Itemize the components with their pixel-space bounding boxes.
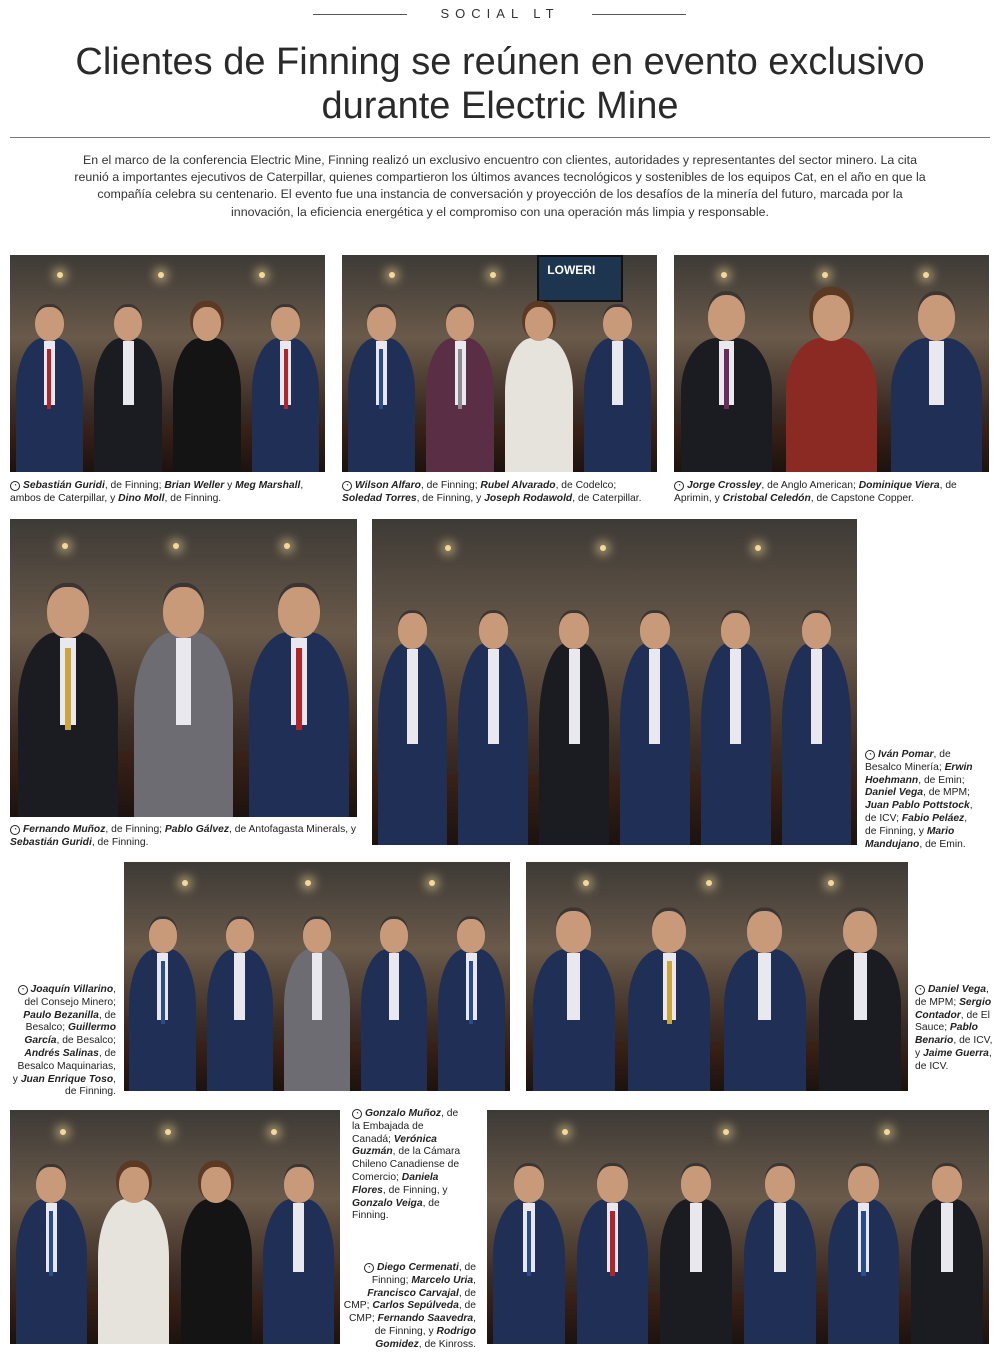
lamp-light: [182, 880, 188, 886]
caption-name: Mario Mandujano: [865, 825, 955, 850]
photo-9: [487, 1110, 989, 1344]
person-tie: [379, 349, 383, 409]
person-figure: [458, 565, 528, 845]
caption-name: Paulo Bezanilla: [23, 1009, 99, 1021]
caption-text: , de CMP;: [348, 1300, 476, 1325]
person-head: [398, 613, 427, 649]
lamp-light: [923, 272, 929, 278]
camera-icon: ◔: [352, 1109, 362, 1119]
person-shirt: [407, 649, 418, 744]
caption-name: Fernando Muñoz: [23, 824, 106, 835]
person-shirt: [488, 649, 499, 744]
caption-name: Jaime Guerra: [923, 1047, 989, 1059]
caption-text: , de Finning, y: [865, 812, 968, 837]
person-head: [747, 911, 781, 953]
caption-text: ,: [473, 1274, 476, 1286]
caption-name: Andrés Salinas: [24, 1047, 99, 1059]
headline-line-2: durante Electric Mine: [321, 85, 679, 127]
caption-name: Gonzalo Veiga: [352, 1197, 423, 1209]
person-tie: [527, 1211, 531, 1275]
camera-icon: ◔: [915, 985, 925, 995]
lamp-light: [490, 272, 496, 278]
caption-name: Erwin Hoehmann: [865, 761, 973, 786]
lamp-light: [305, 880, 311, 886]
caption-photo-9: [340, 1262, 476, 1352]
person-figure: [724, 894, 806, 1091]
caption-name: Soledad Torres: [342, 492, 417, 504]
person-head: [559, 613, 588, 649]
person-figure: [828, 1143, 900, 1344]
lamp-light: [389, 272, 395, 278]
person-head: [479, 613, 508, 649]
person-shirt: [567, 953, 580, 1020]
caption-name: Jorge Crossley: [687, 480, 762, 491]
caption-name: Juan Pablo Pottstock: [865, 800, 970, 812]
lamp-light: [562, 1129, 568, 1135]
headline-divider: [10, 137, 990, 138]
person-head: [721, 613, 750, 649]
person-head: [278, 587, 320, 638]
person-figure: [891, 285, 981, 472]
caption-text: , de Finning, y: [416, 492, 485, 504]
person-head: [843, 911, 877, 953]
person-figure: [284, 894, 350, 1091]
caption-name: Rubel Alvarado: [480, 480, 556, 491]
lamp-light: [723, 1129, 729, 1135]
person-tie: [610, 1211, 614, 1275]
person-head: [556, 911, 590, 953]
photo-5: [372, 519, 857, 845]
person-head: [514, 1166, 544, 1203]
person-figure: [786, 285, 876, 472]
caption-photo-6: [10, 984, 116, 1099]
caption-text: , de Besalco Maquinarias, y: [12, 1047, 116, 1085]
person-tie: [65, 648, 71, 730]
caption-name: Guillermo García: [24, 1022, 116, 1047]
lamp-light: [755, 545, 761, 551]
person-shirt: [176, 638, 192, 725]
person-head: [708, 295, 746, 341]
photo-4: [10, 519, 357, 817]
photo-6: [124, 862, 510, 1091]
caption-text: , de Finning.: [352, 1197, 440, 1222]
person-head: [163, 587, 205, 638]
photo-3: [674, 255, 989, 472]
headline-line-1: Clientes de Finning se reúnen en evento exclusivo: [75, 41, 925, 83]
lamp-light: [600, 545, 606, 551]
caption-name: Dominique Viera: [858, 480, 940, 491]
person-figure: [911, 1143, 983, 1344]
caption-text: , de CMP;: [343, 1287, 476, 1312]
lamp-light: [158, 272, 164, 278]
caption-text: , de Finning;: [104, 480, 165, 491]
camera-icon: ◔: [865, 750, 875, 760]
caption-text: , de Besalco Minería;: [865, 749, 951, 773]
lamp-light: [583, 880, 589, 886]
person-suit: [98, 1199, 169, 1344]
person-figure: [539, 565, 609, 845]
person-figure: [263, 1143, 334, 1344]
person-figure: [173, 285, 241, 472]
person-figure: [744, 1143, 816, 1344]
person-head: [284, 1167, 314, 1203]
caption-name: Meg Marshall: [235, 480, 301, 491]
headline: [10, 40, 990, 128]
caption-text: , de Finning;: [105, 824, 165, 835]
person-figure: [426, 285, 494, 472]
person-figure: [129, 894, 195, 1091]
caption-name: Wilson Alfaro: [355, 480, 421, 491]
person-head: [201, 1167, 231, 1203]
lamp-light: [57, 272, 63, 278]
person-tie: [724, 349, 729, 409]
camera-icon: ◔: [18, 985, 28, 995]
person-shirt: [312, 953, 323, 1020]
caption-text: , de ICV.: [915, 1047, 992, 1072]
person-head: [36, 1167, 66, 1203]
person-head: [303, 919, 331, 953]
lamp-light: [173, 543, 179, 549]
caption-text: , de Besalco;: [25, 1009, 116, 1034]
caption-text: , de MPM;: [923, 787, 970, 799]
person-tie: [667, 961, 672, 1024]
person-figure: [348, 285, 416, 472]
event-screen-text: LOWERI: [547, 263, 596, 277]
person-head: [271, 307, 299, 342]
caption-text: , de ICV, y: [915, 1035, 993, 1059]
person-head: [457, 919, 485, 953]
photo-7: [526, 862, 908, 1091]
person-figure: [628, 894, 710, 1091]
lamp-light: [721, 272, 727, 278]
person-figure: [378, 565, 448, 845]
person-shirt: [293, 1203, 304, 1271]
lamp-light: [445, 545, 451, 551]
person-head: [813, 295, 851, 341]
caption-text: , de Finning;: [420, 480, 481, 491]
person-shirt: [941, 1203, 953, 1271]
caption-text: , de Caterpillar.: [572, 492, 642, 504]
person-shirt: [234, 953, 245, 1020]
caption-name: Sebastián Guridi: [10, 836, 92, 848]
caption-name: Fabio Peláez: [901, 812, 965, 824]
caption-text: , de Finning.: [164, 492, 222, 504]
lead-paragraph: En el marco de la conferencia Electric Mine, Finning realizó un exclusivo encuentro con clientes, autoridades y representantes del sector minero. La cita reunió a importantes ejecutivos de Caterpillar, quienes compartieron los últimos avances tecnológicos y sostenibles de los equipos Cat, en el año en que la compañía celebra su centenario. El evento fue una instancia de conversación y proyección de los desafíos de la minería del futuro, marcada por la innovación, la eficiencia energética y el compromiso con una operación más limpia y responsable.: [74, 153, 926, 219]
person-head: [932, 1166, 962, 1203]
caption-text: , de ICV;: [865, 800, 973, 824]
lamp-light: [706, 880, 712, 886]
person-shirt: [569, 649, 580, 744]
caption-text: , de MPM;: [915, 984, 989, 1008]
lamp-light: [60, 1129, 66, 1135]
person-suit: [173, 338, 241, 472]
camera-icon: ◔: [364, 1263, 374, 1273]
lamp-light: [165, 1129, 171, 1135]
lamp-light: [828, 880, 834, 886]
person-shirt: [758, 953, 771, 1020]
person-suit: [786, 338, 876, 472]
caption-photo-3: [674, 480, 989, 506]
person-figure: [16, 285, 84, 472]
caption-name: Iván Pomar: [878, 749, 934, 760]
person-tie: [861, 1211, 865, 1275]
caption-text: , de El Sauce;: [915, 1009, 990, 1034]
person-head: [597, 1166, 627, 1203]
caption-name: Joaquín Villarino: [30, 984, 114, 995]
caption-name: Joseph Rodawold: [484, 492, 573, 504]
person-head: [226, 919, 254, 953]
person-head: [193, 307, 221, 342]
lamp-light: [822, 272, 828, 278]
caption-name: Dino Moll: [118, 492, 165, 504]
person-shirt: [690, 1203, 702, 1271]
person-figure: [438, 894, 504, 1091]
caption-name: Sebastián Guridi: [23, 480, 105, 491]
person-shirt: [774, 1203, 786, 1271]
caption-name: Daniela Flores: [352, 1171, 439, 1196]
person-figure: [252, 285, 320, 472]
caption-name: Carlos Sepúlveda: [372, 1300, 459, 1312]
person-tie: [458, 349, 462, 409]
person-figure: [819, 894, 901, 1091]
lamp-light: [62, 543, 68, 549]
caption-text: , de Finning.: [65, 1073, 116, 1098]
person-figure: [181, 1143, 252, 1344]
lamp-light: [429, 880, 435, 886]
person-figure: [577, 1143, 649, 1344]
person-head: [652, 911, 686, 953]
person-suit: [505, 338, 573, 472]
person-shirt: [612, 341, 623, 404]
caption-text: , de Aprimin, y: [674, 480, 957, 504]
caption-name: Sergio Contador: [915, 996, 992, 1021]
person-shirt: [730, 649, 741, 744]
person-figure: [620, 565, 690, 845]
person-shirt: [389, 953, 400, 1020]
photo-2: [342, 255, 657, 472]
person-shirt: [929, 341, 943, 404]
section-label: SOCIAL LT: [440, 6, 560, 21]
person-figure: [533, 894, 615, 1091]
person-head: [149, 919, 177, 953]
person-figure: [98, 1143, 169, 1344]
person-figure: [16, 1143, 87, 1344]
person-head: [525, 307, 553, 342]
caption-name: Gonzalo Muñoz: [365, 1108, 442, 1119]
caption-text: , de Finning;: [371, 1262, 476, 1286]
person-head: [640, 613, 669, 649]
lamp-light: [284, 543, 290, 549]
person-head: [35, 307, 63, 342]
caption-text: , de Codelco;: [555, 480, 617, 491]
caption-text: , de Finning.: [91, 836, 149, 848]
person-tie: [296, 648, 302, 730]
caption-name: Verónica Guzmán: [352, 1133, 437, 1158]
caption-name: Juan Enrique Toso: [20, 1073, 114, 1085]
person-head: [603, 307, 631, 342]
person-head: [918, 295, 956, 341]
lamp-light: [271, 1129, 277, 1135]
lamp-light: [884, 1129, 890, 1135]
caption-text: , de Finning, y: [382, 1184, 448, 1196]
person-figure: [681, 285, 771, 472]
person-figure: [207, 894, 273, 1091]
caption-name: Marcelo Uria: [411, 1274, 474, 1286]
caption-photo-4: [10, 824, 357, 850]
caption-name: Fernando Saavedra: [377, 1313, 474, 1325]
person-figure: [505, 285, 573, 472]
person-figure: [782, 565, 852, 845]
person-figure: [18, 561, 117, 817]
caption-photo-1: [10, 480, 325, 506]
camera-icon: ◔: [10, 825, 20, 835]
person-figure: [660, 1143, 732, 1344]
caption-name: Cristobal Celedón: [722, 492, 811, 504]
person-head: [380, 919, 408, 953]
caption-name: Pablo Benario: [915, 1022, 978, 1047]
person-head: [446, 307, 474, 342]
caption-photo-2: [342, 480, 657, 506]
person-shirt: [649, 649, 660, 744]
caption-name: Francisco Carvajal: [367, 1287, 459, 1299]
photo-8: [10, 1110, 340, 1344]
person-figure: [134, 561, 233, 817]
caption-text: , de Capstone Copper.: [810, 492, 914, 504]
person-tie: [469, 961, 473, 1024]
person-figure: [701, 565, 771, 845]
caption-photo-8: [352, 1108, 462, 1223]
caption-text: , de Anglo American;: [761, 480, 859, 491]
caption-text: , de Emin.: [919, 838, 966, 850]
caption-text: y: [224, 480, 236, 491]
person-head: [802, 613, 831, 649]
caption-name: Daniel Vega: [928, 984, 986, 995]
caption-name: Rodrigo Gomidez: [375, 1325, 476, 1350]
person-tie: [284, 349, 288, 409]
person-tie: [161, 961, 165, 1024]
person-figure: [94, 285, 162, 472]
caption-text: , de la Cámara Chileno Canadiense de Comercio;: [352, 1146, 461, 1183]
caption-text: , de Finning, y: [374, 1313, 476, 1337]
caption-text: , de Antofagasta Minerals, y: [229, 824, 357, 835]
caption-name: Pablo Gálvez: [164, 824, 230, 835]
person-head: [848, 1166, 878, 1203]
person-shirt: [811, 649, 822, 744]
person-tie: [49, 1211, 53, 1275]
camera-icon: ◔: [10, 481, 20, 491]
caption-name: Brian Weller: [164, 480, 225, 491]
caption-text: , ambos de Caterpillar, y: [10, 480, 304, 504]
camera-icon: ◔: [342, 481, 352, 491]
lamp-light: [259, 272, 265, 278]
person-head: [47, 587, 89, 638]
camera-icon: ◔: [674, 481, 684, 491]
person-head: [765, 1166, 795, 1203]
photo-1: [10, 255, 325, 472]
person-figure: [584, 285, 652, 472]
caption-name: Daniel Vega: [865, 787, 923, 799]
person-head: [681, 1166, 711, 1203]
person-figure: [249, 561, 348, 817]
caption-text: , de Besalco;: [56, 1035, 116, 1047]
person-head: [114, 307, 142, 342]
person-head: [119, 1167, 149, 1203]
caption-text: , del Consejo Minero;: [24, 984, 116, 1008]
caption-photo-7: [915, 984, 993, 1074]
caption-text: , de la Embajada de Canadá;: [352, 1108, 459, 1145]
person-figure: [361, 894, 427, 1091]
person-tie: [47, 349, 51, 409]
person-shirt: [854, 953, 867, 1020]
caption-name: Diego Cermenati: [376, 1262, 459, 1273]
person-shirt: [123, 341, 134, 404]
person-head: [367, 307, 395, 342]
caption-photo-5: [865, 749, 980, 851]
person-suit: [181, 1199, 252, 1344]
person-figure: [493, 1143, 565, 1344]
caption-text: , de Kinross.: [418, 1338, 476, 1350]
caption-text: , de Emin;: [918, 774, 965, 786]
